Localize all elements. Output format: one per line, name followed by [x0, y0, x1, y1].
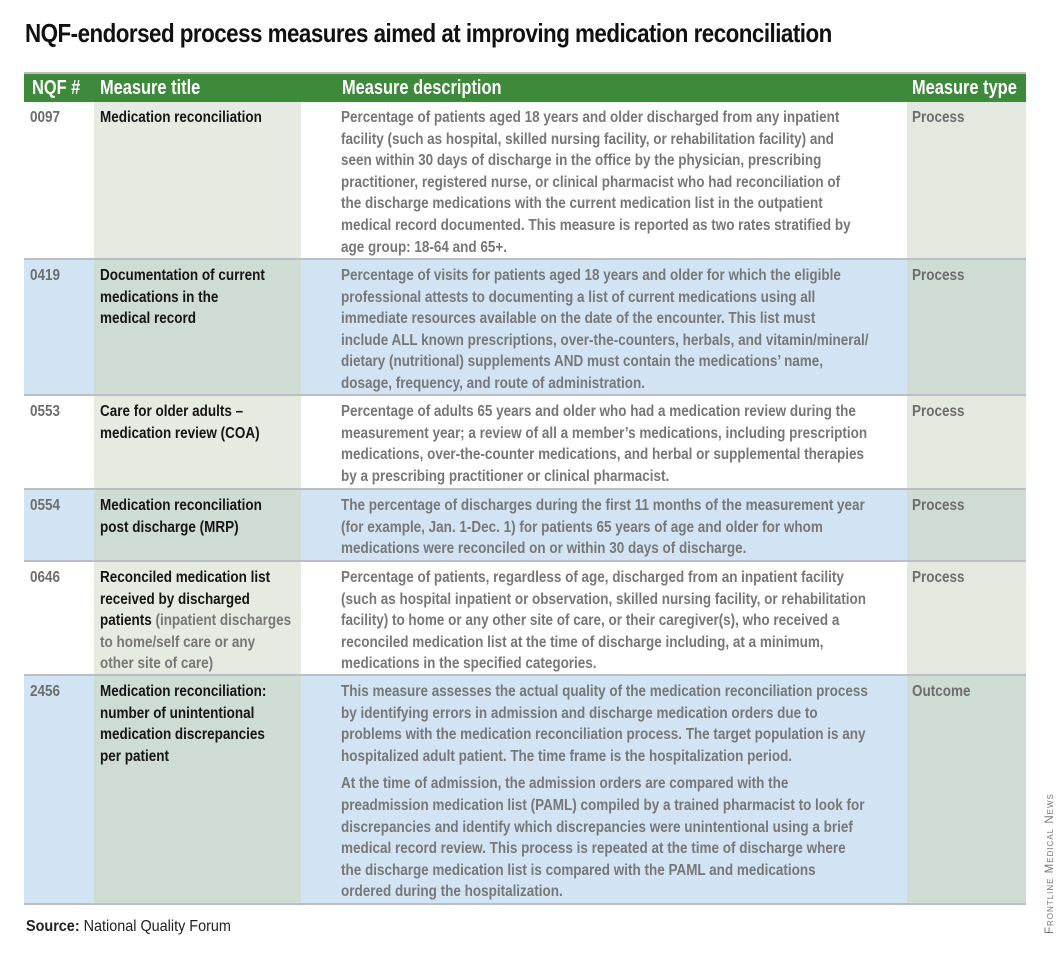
table-row	[24, 490, 1026, 562]
measure-description	[341, 567, 898, 675]
type-column-band	[907, 676, 1026, 903]
measure-type: Process	[912, 267, 965, 284]
measure-title	[100, 265, 309, 330]
measure-description-line: professional attests to documenting a list of current medications using all	[341, 288, 816, 306]
measure-type: Process	[912, 109, 965, 126]
measure-title-line: medical record	[100, 310, 196, 328]
measure-description-line: hospitalized adult patient. The time frame is the hospitalization period.	[341, 747, 793, 765]
measure-title-line: patients	[100, 612, 152, 630]
nqf-number: 0097	[30, 109, 61, 126]
measure-title-line: Documentation of current	[100, 267, 265, 284]
measure-description-line: problems with the medication reconciliation process. The target population is any	[341, 726, 866, 744]
measure-description	[341, 265, 898, 395]
measure-description-line: reconciled medication list at the time of discharge including, at a minimum,	[341, 633, 824, 651]
measure-description	[341, 401, 898, 487]
table-row	[24, 676, 1026, 905]
measure-description-line: include ALL known prescriptions, over-the-counters, herbals, and vitamin/mineral/	[341, 331, 869, 349]
measure-description-line: This measure assesses the actual quality of the medication reconciliation process	[341, 683, 868, 700]
measure-title-line: medication discrepancies	[100, 726, 265, 744]
table-row	[24, 562, 1026, 676]
measure-description-line: measurement year; a review of all a member’s medications, including prescription	[341, 424, 868, 442]
measure-title-note-line: other site of care)	[100, 655, 214, 673]
measure-description-line: by identifying errors in admission and discharge medication orders due to	[341, 704, 818, 722]
measure-description-line: medical record documented. This measure is reported as two rates stratified by	[341, 216, 851, 234]
measure-description-line: medical record review. This process is repeated at the time of discharge where	[341, 840, 846, 858]
page-title: NQF-endorsed process measures aimed at improving medication reconciliation	[25, 18, 832, 48]
measure-title-line: post discharge (MRP)	[100, 518, 239, 536]
measure-description-line: The percentage of discharges during the first 11 months of the measurement year	[341, 497, 865, 514]
table-header	[24, 72, 1026, 102]
source-label: Source:	[26, 918, 80, 935]
nqf-number: 0646	[30, 569, 61, 586]
measure-title-line: received by discharged	[100, 590, 250, 608]
measure-description-line: Percentage of patients aged 18 years and older discharged from any inpatient	[341, 109, 840, 126]
measure-description-line: the discharge medications with the current medication list in the outpatient	[341, 195, 823, 213]
measure-description-line: facility) to home or any other site of care, or their caregiver(s), who received a	[341, 612, 840, 630]
measure-description-line: discrepancies and identify which discrepancies were unintentional using a brief	[341, 818, 853, 836]
measure-description-line: Percentage of patients, regardless of age, discharged from an inpatient facility	[341, 569, 844, 586]
table-row	[24, 260, 1026, 396]
measure-description-line: practitioner, registered nurse, or clinical pharmacist who had reconciliation of	[341, 173, 841, 191]
header-measure-title: Measure title	[100, 77, 201, 99]
measure-description-line: (for example, Jan. 1-Dec. 1) for patients 65 years of age and older for whom	[341, 518, 823, 536]
measure-description-line: medications were reconciled on or within 30 days of discharge.	[341, 540, 747, 558]
measure-title-note-line: (inpatient discharges	[155, 612, 292, 630]
measure-title	[100, 567, 309, 675]
measure-type: Outcome	[912, 683, 971, 700]
measure-title-line: Medication reconciliation	[100, 497, 262, 514]
nqf-number: 0419	[30, 267, 61, 284]
measure-title-note-line: to home/self care or any	[100, 633, 256, 651]
measure-description-line: medications, over-the-counter medications, and herbal or supplemental therapies	[341, 446, 865, 464]
source-text: National Quality Forum	[83, 918, 231, 935]
measure-description-line: dosage, frequency, and route of administration.	[341, 374, 645, 392]
measure-title	[100, 681, 309, 767]
measure-title-line: number of unintentional	[100, 704, 255, 722]
measure-title-line: per patient	[100, 747, 169, 765]
measure-title-line: Medication reconciliation:	[100, 683, 267, 700]
measure-description-line: (such as hospital inpatient or observation, skilled nursing facility, or rehabilitation	[341, 590, 867, 608]
measure-title	[100, 401, 309, 444]
nqf-number: 0554	[30, 497, 61, 514]
measure-title-line: Reconciled medication list	[100, 569, 271, 586]
credit-text: Frontline Medical News	[1044, 793, 1056, 934]
header-nqf-number: NQF #	[32, 77, 81, 99]
measure-type: Process	[912, 403, 965, 420]
measure-title-line: Medication reconciliation	[100, 109, 262, 126]
measure-description	[341, 681, 898, 903]
measure-description-line: medications in the specified categories.	[341, 655, 597, 673]
measure-description-line: preadmission medication list (PAML) compiled by a trained pharmacist to look for	[341, 796, 865, 814]
nqf-number: 0553	[30, 403, 61, 420]
measure-description-line: Percentage of visits for patients aged 18 years and older for which the eligible	[341, 267, 841, 284]
measure-description-line: age group: 18-64 and 65+.	[341, 238, 508, 256]
measure-description-line: dietary (nutritional) supplements AND must contain the medications’ name,	[341, 353, 824, 371]
table-body	[24, 102, 1026, 905]
measure-title	[100, 495, 309, 538]
measures-table	[24, 72, 1026, 905]
header-measure-description: Measure description	[342, 77, 502, 99]
measure-description-line: the discharge medication list is compared with the PAML and medications	[341, 861, 816, 879]
measure-description-line: At the time of admission, the admission orders are compared with the	[341, 775, 789, 793]
measure-description-line: by a prescribing practitioner or clinical pharmacist.	[341, 467, 670, 485]
source-line	[26, 918, 231, 936]
measure-title-line: Care for older adults –	[100, 403, 244, 420]
table-row	[24, 396, 1026, 490]
measure-description	[341, 495, 898, 560]
measure-type: Process	[912, 497, 965, 514]
measure-description-line: facility (such as hospital, skilled nursing facility, or rehabilitation facility) and	[341, 130, 834, 148]
measure-description	[341, 107, 898, 258]
measure-title	[100, 107, 309, 129]
measure-description-line: ordered during the hospitalization.	[341, 883, 563, 901]
measure-title-line: medication review (COA)	[100, 424, 260, 442]
table-row	[24, 102, 1026, 260]
header-measure-type: Measure type	[912, 77, 1017, 99]
measure-description-line: Percentage of adults 65 years and older who had a medication review during the	[341, 403, 856, 420]
nqf-number: 2456	[30, 683, 61, 700]
measure-type: Process	[912, 569, 965, 586]
measure-title-line: medications in the	[100, 288, 219, 306]
measure-description-line: seen within 30 days of discharge in the office by the physician, prescribing	[341, 152, 822, 170]
measure-description-line: immediate resources available on the date of the encounter. This list must	[341, 310, 816, 328]
